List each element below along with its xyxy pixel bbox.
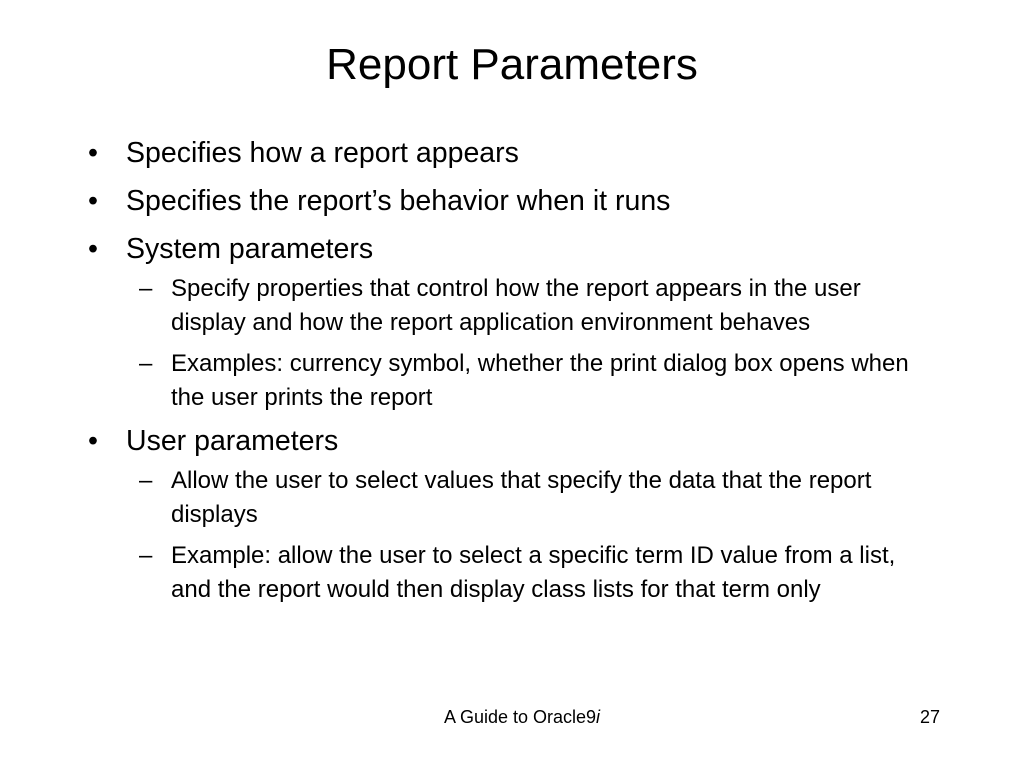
sub-bullet-item [86,272,926,339]
sub-bullet-item [86,464,926,531]
bullet-text: Specifies how a report appears [126,137,519,169]
sub-bullet-text: Specify properties that control how the report appears in the user display and how the report application environment behaves [171,275,861,336]
dash-symbol: – [139,467,153,494]
bullet-item [86,136,946,170]
bullet-symbol: • [88,425,98,457]
sub-bullet-list [126,272,946,414]
footer-title-italic: i [596,707,601,727]
sub-bullet-text: Allow the user to select values that specify the data that the report displays [171,467,872,528]
bullet-text: System parameters [126,233,374,265]
bullet-item [86,184,946,218]
sub-bullet-list [126,464,946,606]
dash-symbol: – [139,275,153,302]
dash-symbol: – [139,350,153,377]
sub-bullet-item [86,347,926,414]
sub-bullet-text: Examples: currency symbol, whether the print dialog box opens when the user prints the report [171,350,909,411]
footer-title-main: A Guide to Oracle9 [443,707,597,727]
bullet-item [86,232,946,414]
dash-symbol: – [139,542,153,569]
slide-content [86,136,946,616]
bullet-symbol: • [88,137,98,169]
bullet-text: User parameters [126,425,339,457]
bullet-symbol: • [88,233,98,265]
bullet-symbol: • [88,185,98,217]
sub-bullet-item [86,539,926,606]
slide-title: Report Parameters [326,40,698,89]
bullet-item [86,424,946,606]
footer-title [0,706,1024,728]
sub-bullet-text: Example: allow the user to select a specific term ID value from a list, and the report would then display class lists for that term only [171,542,896,603]
bullet-text: Specifies the report’s behavior when it runs [126,185,671,217]
page-number: 27 [919,707,940,727]
